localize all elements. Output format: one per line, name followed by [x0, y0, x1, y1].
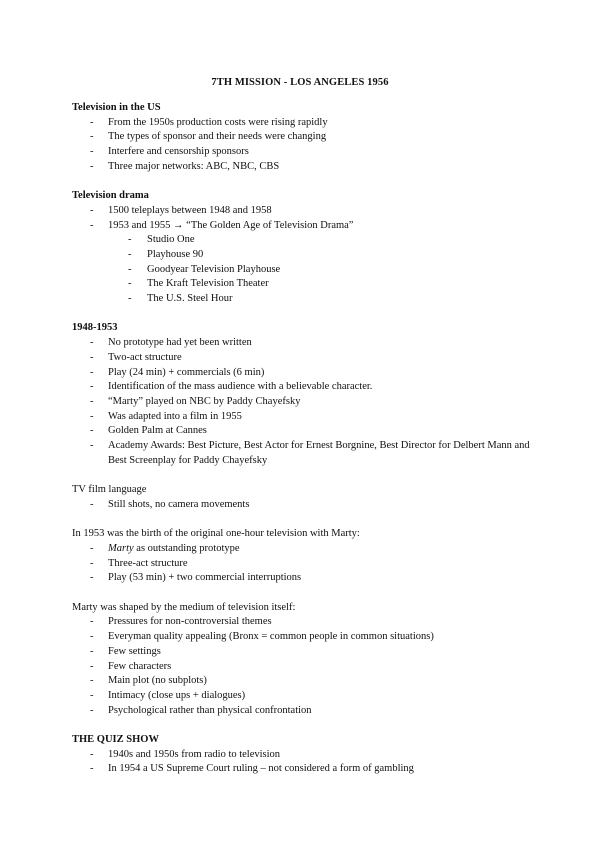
bullet-list	[72, 748, 542, 777]
list-item	[72, 542, 542, 557]
page-title: 7TH MISSION - LOS ANGELES 1956	[211, 77, 389, 88]
list-item: - Intimacy (close ups + dialogues)	[72, 689, 542, 704]
section-heading: Television drama	[72, 190, 149, 202]
list-item: - 1953 and 1955 → “The Golden Age of Television Drama”	[72, 219, 542, 234]
bullet-list	[72, 615, 542, 718]
list-item: - Pressures for non-controversial themes	[72, 615, 542, 630]
section-heading: Television in the US	[72, 102, 161, 113]
list-item: - Golden Palm at Cannes	[72, 424, 542, 439]
list-item: - Three major networks: ABC, NBC, CBS	[72, 160, 542, 175]
sub-bullet-list	[72, 233, 542, 307]
section-heading: Marty was shaped by the medium of television itself:	[72, 601, 296, 613]
list-item: - Few characters	[72, 660, 542, 675]
bullet-list	[72, 498, 542, 513]
bullet-list	[72, 116, 542, 175]
list-item: - Psychological rather than physical confrontation	[72, 704, 542, 719]
list-item: - From the 1950s production costs were rising rapidly	[72, 116, 542, 131]
list-item: - Main plot (no subplots)	[72, 674, 542, 689]
section-television-in-the-us	[72, 101, 542, 175]
list-item: - In 1954 a US Supreme Court ruling – not considered a form of gambling	[72, 762, 542, 777]
section-heading: 1948-1953	[72, 322, 118, 334]
list-item: - Academy Awards: Best Picture, Best Actor for Ernest Borgnine, Best Director for Delbert Mann and Best Screenplay for Paddy Chayefsky	[72, 439, 542, 468]
section-quiz-show	[72, 733, 542, 777]
sub-list-item: - Studio One	[72, 233, 542, 248]
list-item: - 1500 teleplays between 1948 and 1958	[72, 204, 542, 219]
document-body	[72, 101, 542, 777]
list-item: - Was adapted into a film in 1955	[72, 410, 542, 425]
sub-list-item: - The Kraft Television Theater	[72, 277, 542, 292]
section-marty-shaped	[72, 601, 542, 719]
list-item: - 1940s and 1950s from radio to television	[72, 748, 542, 763]
list-item: - Still shots, no camera movements	[72, 498, 542, 513]
sub-list-item: - The U.S. Steel Hour	[72, 292, 542, 307]
bullet-list	[72, 542, 542, 586]
list-item-text: as outstanding prototype	[136, 542, 240, 554]
list-item: - Play (53 min) + two commercial interruptions	[72, 571, 542, 586]
list-item: - Everyman quality appealing (Bronx = common people in common situations)	[72, 630, 542, 645]
section-heading: TV film language	[72, 484, 147, 496]
sub-list-item: - Playhouse 90	[72, 248, 542, 263]
list-item: - Three-act structure	[72, 557, 542, 572]
section-tv-film-language	[72, 483, 542, 512]
list-item: - Two-act structure	[72, 351, 542, 366]
section-heading: In 1953 was the birth of the original one-hour television with Marty:	[72, 528, 360, 540]
bullet-list	[72, 336, 542, 468]
list-item: - “Marty” played on NBC by Paddy Chayefsky	[72, 395, 542, 410]
section-television-drama	[72, 189, 542, 307]
sub-list-item: - Goodyear Television Playhouse	[72, 263, 542, 278]
list-item: - Interfere and censorship sponsors	[72, 145, 542, 160]
italic-title: Marty	[108, 542, 134, 554]
list-item: - The types of sponsor and their needs were changing	[72, 130, 542, 145]
section-heading: THE QUIZ SHOW	[72, 734, 159, 746]
section-one-hour-television	[72, 527, 542, 586]
list-item: - Few settings	[72, 645, 542, 660]
section-1948-1953	[72, 321, 542, 468]
list-item: - No prototype had yet been written	[72, 336, 542, 351]
bullet-list	[72, 204, 542, 233]
list-item: - Identification of the mass audience with a believable character.	[72, 380, 542, 395]
list-item: - Play (24 min) + commercials (6 min)	[72, 366, 542, 381]
